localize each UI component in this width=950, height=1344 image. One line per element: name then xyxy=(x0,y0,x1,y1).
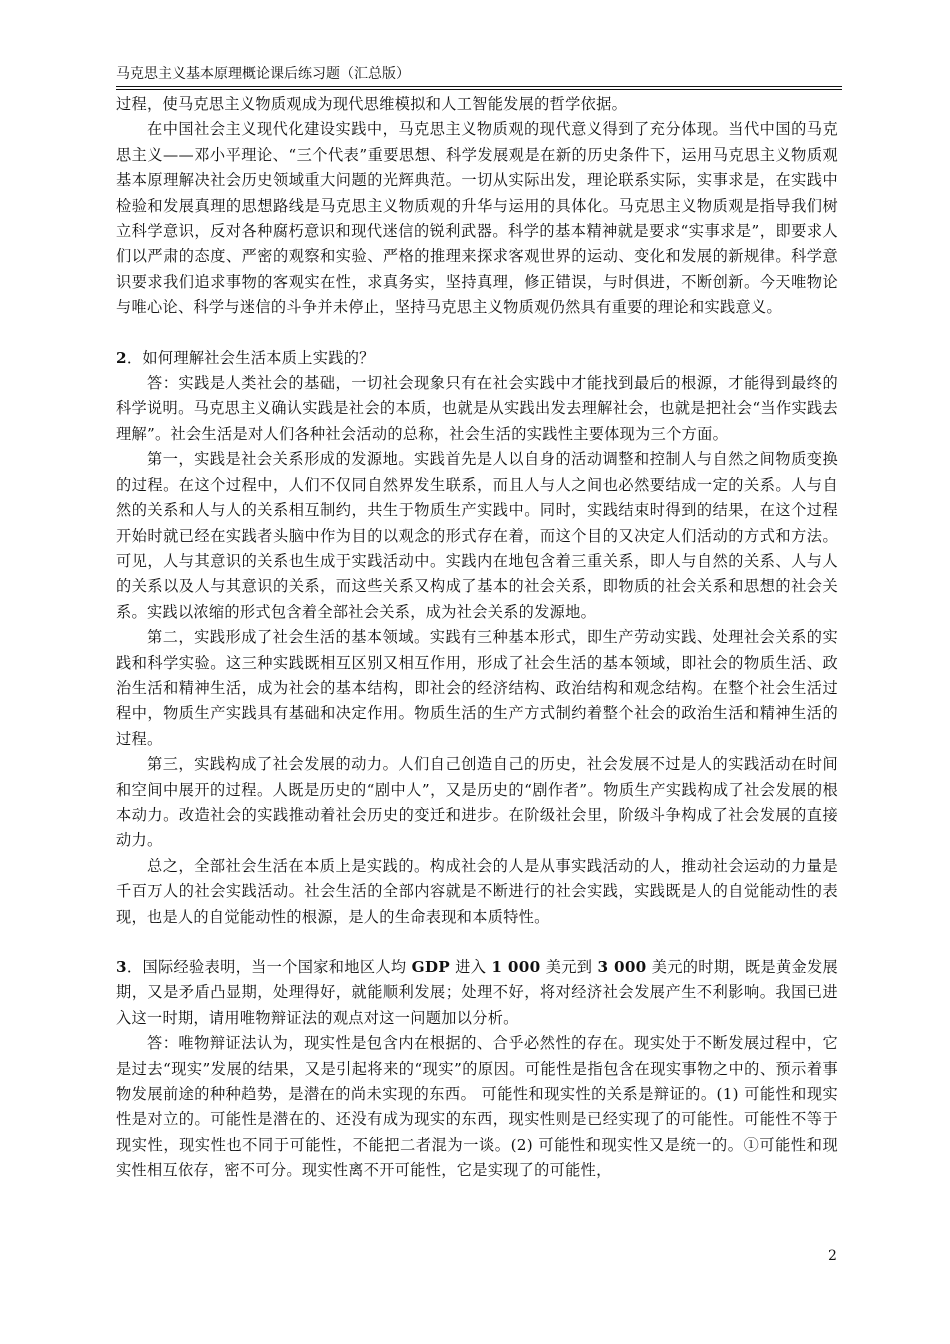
document-body xyxy=(116,92,838,1184)
answer-2-second: 第二，实践形成了社会生活的基本领域。实践有三种基本形式，即生产劳动实践、处理社会关系的实践和科学实验。这三种实践既相互区别又相互作用，形成了社会生活的基本领域，即社会的物质生活、政治生活和精神生活，成为社会的基本结构，即社会的经济结构、政治结构和观念结构。在整个社会生活过程中，物质生产实践具有基础和决定作用。物质生活的生产方式制约着整个社会的政治生活和精神生活的过程。 xyxy=(116,628,838,748)
header-rule xyxy=(116,86,842,87)
question-number: 3 xyxy=(116,958,127,976)
question-2-title xyxy=(116,346,838,371)
paragraph-modern-significance: 在中国社会主义现代化建设实践中，马克思主义物质观的现代意义得到了充分体现。当代中国的马克思主义——邓小平理论、“三个代表”重要思想、科学发展观是在新的历史条件下，运用马克思主义物质观基本原理解决社会历史领域重大问题的光辉典范。一切从实际出发，理论联系实际，实事求是，在实践中检验和发展真理的思想路线是马克思主义物质观的升华与运用的具体化。马克思主义物质观是指导我们树立科学意识，反对各种腐朽意识和现代迷信的锐利武器。科学的基本精神就是要求“实事求是”，即要求人们以严肃的态度、严密的观察和实验、严格的推理来探求客观世界的运动、变化和发展的新规律。科学意识要求我们追求事物的客观实在性，求真务实，坚持真理，修正错误，与时俱进，不断创新。今天唯物论与唯心论、科学与迷信的斗争并未停止，坚持马克思主义物质观仍然具有重要的理论和实践意义。 xyxy=(116,120,838,317)
page-number: 2 xyxy=(828,1248,837,1264)
page-header: 马克思主义基本原理概论课后练习题（汇总版） xyxy=(116,66,410,82)
paragraph-continuation: 过程，使马克思主义物质观成为现代思维模拟和人工智能发展的哲学依据。 xyxy=(116,95,628,113)
answer-3: 答：唯物辩证法认为，现实性是包含内在根据的、合乎必然性的存在。现实处于不断发展过程中，它是过去“现实”发展的结果，又是引起将来的“现实”的原因。可能性是指包含在现实事物之中的、预示着事物发展前途的种种趋势，是潜在的尚未实现的东西。 可能性和现实性的关系是辩证的。(1) 可能性和现实性是对立的。可能性是潜在的、还没有成为现实的东西，现实性则是已经实现了的可能性。可能性不等于现实性，现实性也不同于可能性，不能把二者混为一谈。(2) 可能性和现实性又是统一的。①可能性和现实性相互依存，密不可分。现实性离不开可能性，它是实现了的可能性， xyxy=(116,1034,838,1180)
question-number: 2 xyxy=(116,348,127,367)
question-text: ．如何理解社会生活本质上实践的？ xyxy=(126,348,375,367)
amount-high: 3 000 xyxy=(597,958,647,976)
spacer xyxy=(116,321,838,346)
question-3-title: 3．国际经验表明，当一个国家和地区人均 GDP 进入 1 000 美元到 3 000 美元的时期，既是黄金发展期，又是矛盾凸显期，处理得好，就能顺利发展；处理不好，将对经济社会发展产生不利影响。我国已进入这一时期，请用唯物辩证法的观点对这一问题加以分析。 xyxy=(116,958,839,1027)
header-rule-thin xyxy=(116,89,842,90)
gdp-term: GDP xyxy=(411,958,451,976)
answer-2-third: 第三，实践构成了社会发展的动力。人们自己创造自己的历史，社会发展不过是人的实践活动在时间和空间中展开的过程。人既是历史的“剧中人”，又是历史的“剧作者”。物质生产实践构成了社会发展的根本动力。改造社会的实践推动着社会历史的变迁和进步。在阶级社会里，阶级斗争构成了社会发展的直接动力。 xyxy=(116,755,838,850)
spacer xyxy=(116,930,838,955)
answer-2-intro: 答：实践是人类社会的基础，一切社会现象只有在社会实践中才能找到最后的根源，才能得到最终的科学说明。马克思主义确认实践是社会的本质，也就是从实践出发去理解社会，也就是把社会“当作实践去理解”。社会生活是对人们各种社会活动的总称，社会生活的实践性主要体现为三个方面。 xyxy=(116,374,838,443)
answer-2-first: 第一，实践是社会关系形成的发源地。实践首先是人以自身的活动调整和控制人与自然之间物质变换的过程。在这个过程中，人们不仅同自然界发生联系，而且人与人之间也必然要结成一定的关系。人与自然的关系和人与人的关系相互制约，共生于物质生产实践中。同时，实践结束时得到的结果，在这个过程开始时就已经在实践者头脑中作为目的以观念的形式存在着，而这个目的又决定人们活动的方式和方法。可见，人与其意识的关系也生成于实践活动中。实践内在地包含着三重关系，即人与自然的关系、人与人的关系以及人与其意识的关系，而这些关系又构成了基本的社会关系，即物质的社会关系和思想的社会关系。实践以浓缩的形式包含着全部社会关系，成为社会关系的发源地。 xyxy=(116,450,838,621)
amount-low: 1 000 xyxy=(491,958,541,976)
answer-2-summary: 总之，全部社会生活在本质上是实践的。构成社会的人是从事实践活动的人，推动社会运动的力量是千百万人的社会实践活动。社会生活的全部内容就是不断进行的社会实践，实践既是人的自觉能动性的表现，也是人的自觉能动性的根源，是人的生命表现和本质特性。 xyxy=(116,856,838,926)
